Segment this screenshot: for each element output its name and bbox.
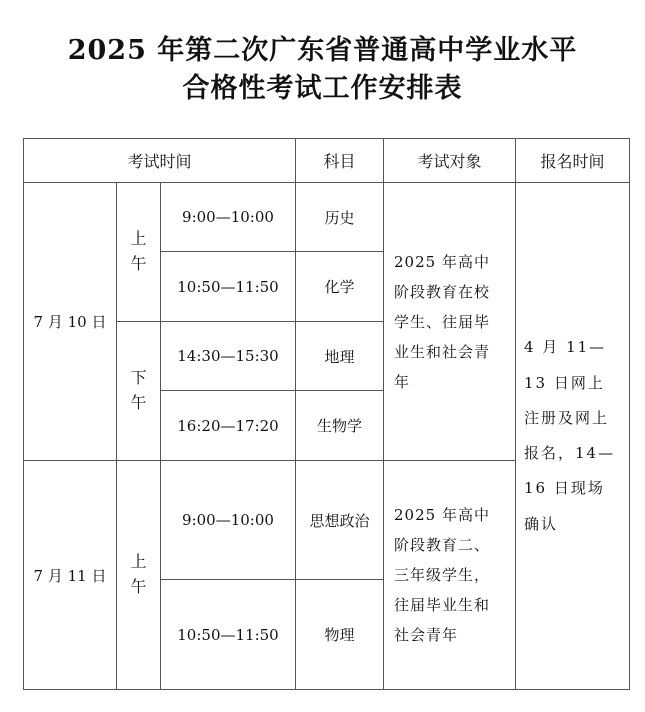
- table-row: [24, 183, 630, 252]
- time-cell: 10:50—11:50: [161, 252, 296, 322]
- header-exam-time: 考试时间: [24, 139, 296, 183]
- period-cell: [117, 183, 161, 322]
- header-registration: 报名时间: [516, 139, 630, 183]
- header-target: 考试对象: [384, 139, 516, 183]
- date-cell: 7 月 11 日: [24, 461, 117, 690]
- subject-cell: 物理: [296, 580, 384, 690]
- subject-cell: 生物学: [296, 391, 384, 461]
- period-label: 上午: [130, 229, 147, 273]
- document-title-line2: 合格性考试工作安排表: [182, 73, 463, 104]
- subject-cell: 历史: [296, 183, 384, 252]
- time-cell: 9:00—10:00: [161, 183, 296, 252]
- period-label: 下午: [130, 368, 147, 412]
- target-cell: 2025 年高中阶段教育在校学生、往届毕业生和社会青年: [384, 183, 516, 461]
- time-cell: 14:30—15:30: [161, 322, 296, 391]
- subject-cell: 地理: [296, 322, 384, 391]
- header-subject: 科目: [296, 139, 384, 183]
- period-label: 上午: [130, 552, 147, 596]
- registration-cell: 4 月 11—13 日网上注册及网上报名，14—16 日现场确认: [516, 183, 630, 690]
- time-cell: 9:00—10:00: [161, 461, 296, 580]
- schedule-table: [23, 138, 630, 690]
- date-cell: 7 月 10 日: [24, 183, 117, 461]
- subject-cell: 思想政治: [296, 461, 384, 580]
- document-title-line1: 2025 年第二次广东省普通高中学业水平: [67, 35, 578, 66]
- time-cell: 10:50—11:50: [161, 580, 296, 690]
- time-cell: 16:20—17:20: [161, 391, 296, 461]
- target-cell: 2025 年高中阶段教育二、三年级学生，往届毕业生和社会青年: [384, 461, 516, 690]
- period-cell: [117, 322, 161, 461]
- table-header-row: [24, 139, 630, 183]
- period-cell: [117, 461, 161, 690]
- subject-cell: 化学: [296, 252, 384, 322]
